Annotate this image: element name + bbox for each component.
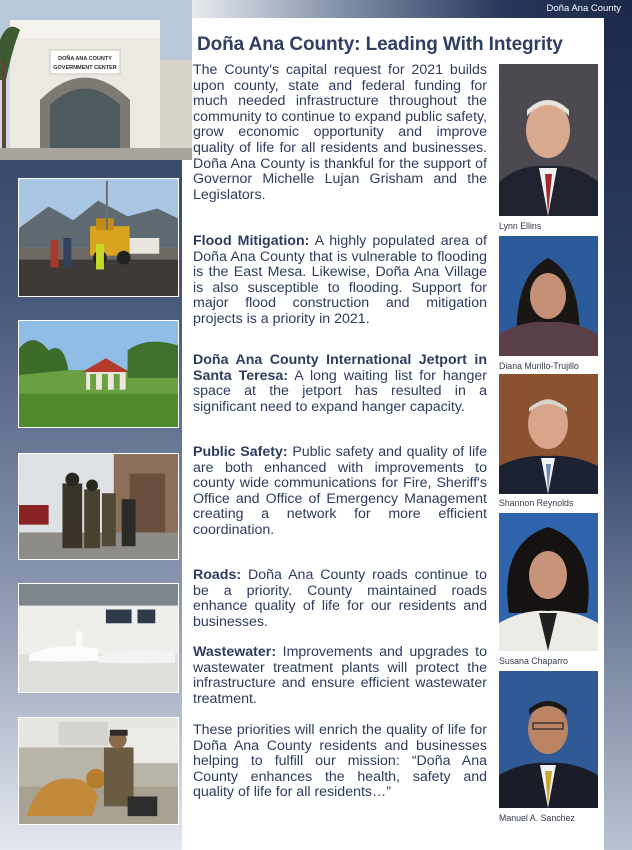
park-gazebo-photo <box>18 320 179 428</box>
commissioner-name: Susana Chaparro <box>499 656 568 666</box>
section-heading: Doña Ana County International Jetport in Santa Teresa: <box>193 352 487 384</box>
sheriff-k9-photo <box>18 717 179 825</box>
section-heading: Roads: <box>193 567 242 583</box>
section-text: Public safety and quality of life are both enhanced with improvements to county wide communications for Fire, Sheriff's Office and Office of Emergency Management creating a network for more efficient coordination. <box>193 444 487 538</box>
jetport-hangar-photo <box>18 583 179 693</box>
commissioner-portrait <box>499 513 598 651</box>
closing-paragraph: These priorities will enrich the quality of life for Doña Ana County residents and businesses helping to fulfill our mission: “Doña Ana County enhances the health, safety and quality of life for all residents…” <box>193 722 487 801</box>
commissioner-name: Diana Murillo-Trujillo <box>499 361 579 371</box>
section-heading: Public Safety: <box>193 444 288 460</box>
commissioner-name: Shannon Reynolds <box>499 498 574 508</box>
right-accent-bar <box>604 18 632 850</box>
road-crew-photo <box>18 178 179 297</box>
section-jetport <box>193 353 487 415</box>
commissioner-portrait <box>499 236 598 356</box>
government-center-photo <box>0 0 192 160</box>
section-wastewater <box>193 645 487 707</box>
section-text: Improvements and upgrades to wastewater treatment plants will protect the infrastructure and ensure efficient wastewater treatment. <box>193 644 487 707</box>
section-text: A highly populated area of Doña Ana County that is vulnerable to flooding is the East Mesa. Likewise, Doña Ana Village is also susceptible to flooding. Support for major flood construction and mitigation projects is a priority in 2021. <box>193 233 487 327</box>
commissioner-portrait <box>499 374 598 494</box>
section-text: A long waiting list for hanger space at the jetport has resulted in a significant need to expand hanger capacity. <box>193 367 487 415</box>
commissioner-name: Manuel A. Sanchez <box>499 813 575 823</box>
section-heading: Wastewater: <box>193 644 277 660</box>
commissioner-name: Lynn Ellins <box>499 221 542 231</box>
firefighters-photo <box>18 453 179 560</box>
section-roads <box>193 568 487 630</box>
section-text: Doña Ana County roads continue to be a priority. County maintained roads enhance quality of life for our residents and businesses. <box>193 567 487 630</box>
section-flood-mitigation <box>193 234 487 328</box>
intro-paragraph: The County's capital request for 2021 builds upon county, state and federal funding for much needed infrastructure throughout the community to continue to expand public safety, grow economic opportunity and improve quality of life for all residents and businesses. Doña Ana County is thankful for the support of Governor Michelle Lujan Grisham and the Legislators. <box>193 62 487 203</box>
commissioner-portrait <box>499 64 598 216</box>
building-sign-line1: DOÑA ANA COUNTY <box>58 56 112 62</box>
page-title: Doña Ana County: Leading With Integrity <box>197 34 563 55</box>
section-public-safety <box>193 445 487 539</box>
county-label: Doña Ana County <box>546 3 621 14</box>
commissioner-portrait <box>499 671 598 808</box>
section-heading: Flood Mitigation: <box>193 233 310 249</box>
building-sign-line2: GOVERNMENT CENTER <box>53 65 117 71</box>
